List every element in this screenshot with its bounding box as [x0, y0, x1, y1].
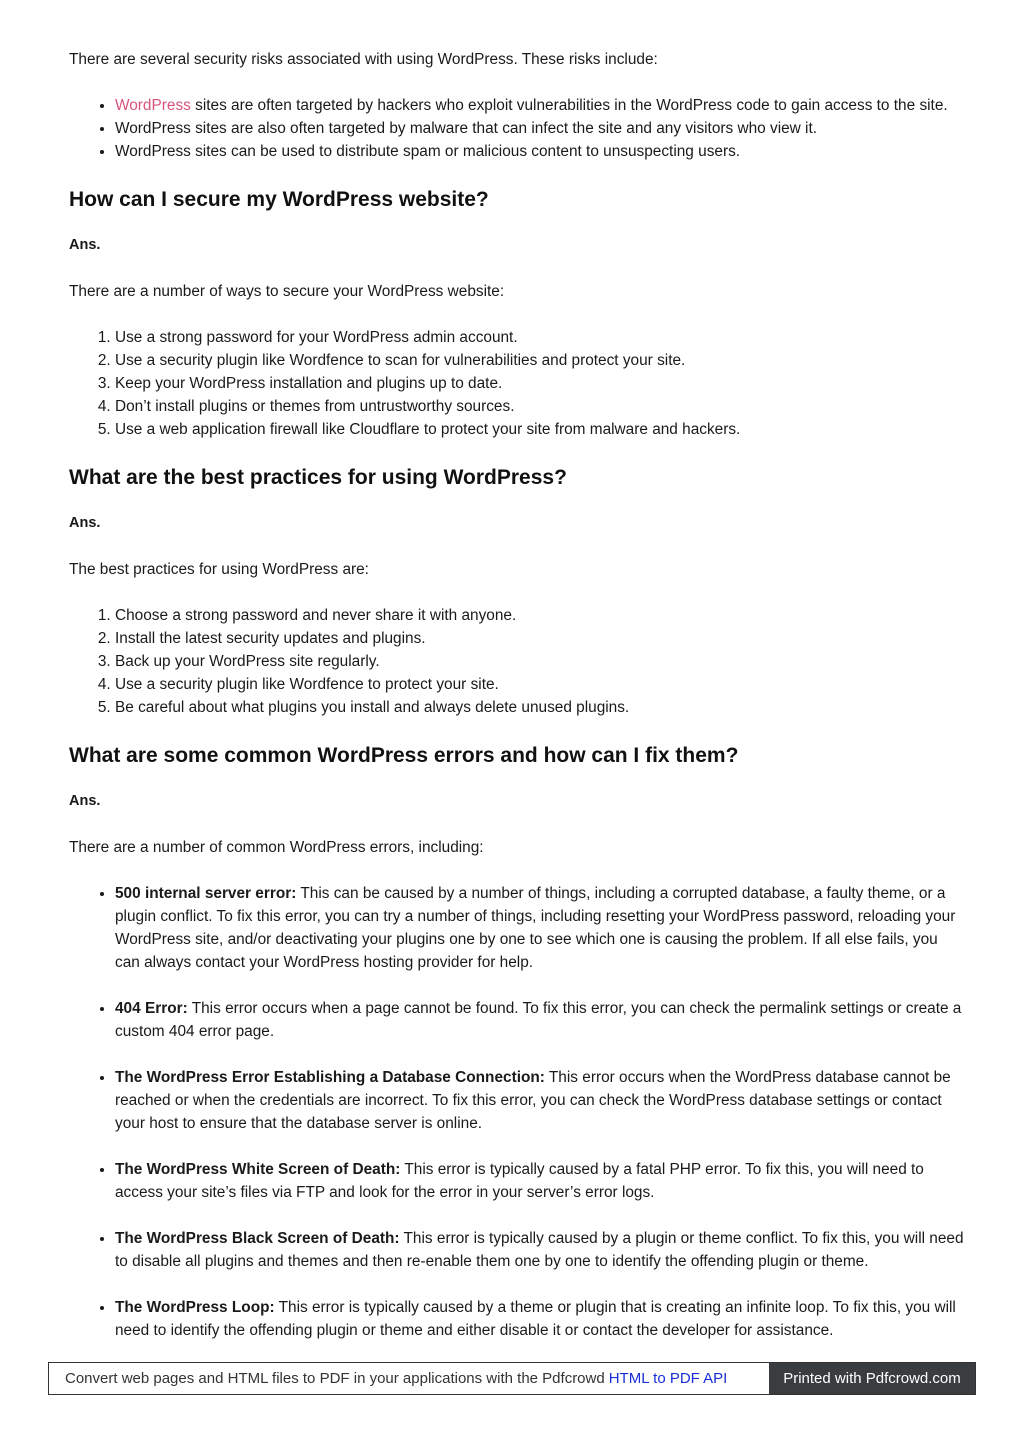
- error-title: The WordPress White Screen of Death:: [115, 1161, 401, 1178]
- section-heading-best-practices: What are the best practices for using WordPress?: [69, 466, 567, 489]
- section-lead: There are a number of ways to secure your WordPress website:: [69, 283, 505, 300]
- list-item: 1. Use a strong password for your WordPress admin account.: [115, 326, 964, 349]
- list-item: • WordPress sites are also often targeted by malware that can infect the site and any visitors who view it.: [115, 117, 964, 140]
- intro-paragraph: There are several security risks associated with using WordPress. These risks include:: [69, 51, 658, 68]
- error-body: This error occurs when a page cannot be found. To fix this error, you can check the permalink settings or create a custom 404 error page.: [115, 1000, 962, 1040]
- list-item: [115, 1227, 964, 1273]
- list-item: 1. Choose a strong password and never share it with anyone.: [115, 604, 964, 627]
- list-item: 3. Keep your WordPress installation and plugins up to date.: [115, 372, 964, 395]
- footer-promo-text: Convert web pages and HTML files to PDF in your applications with the Pdfcrowd: [65, 1370, 605, 1387]
- list-item: • WordPress sites can be used to distribute spam or malicious content to unsuspecting users.: [115, 140, 964, 163]
- wordpress-link[interactable]: WordPress: [115, 97, 191, 114]
- list-item-text: sites are often targeted by hackers who exploit vulnerabilities in the WordPress code to gain access to the site.: [190, 97, 948, 114]
- list-item: [115, 1296, 964, 1342]
- error-title: 404 Error:: [115, 1000, 188, 1017]
- error-title: The WordPress Black Screen of Death:: [115, 1230, 400, 1247]
- list-item: 2. Install the latest security updates and plugins.: [115, 627, 964, 650]
- ans-label: Ans.: [69, 793, 101, 809]
- list-item: [115, 997, 964, 1043]
- document-body: [69, 48, 964, 1342]
- list-item: 3. Back up your WordPress site regularly.: [115, 650, 964, 673]
- section-lead: There are a number of common WordPress errors, including:: [69, 839, 484, 856]
- section-heading-secure: How can I secure my WordPress website?: [69, 188, 489, 211]
- list-item: 4. Use a security plugin like Wordfence to protect your site.: [115, 673, 964, 696]
- list-item: 4. Don’t install plugins or themes from untrustworthy sources.: [115, 395, 964, 418]
- list-item: [115, 1158, 964, 1204]
- secure-steps-list: [69, 326, 964, 441]
- footer-promo: [49, 1363, 769, 1394]
- error-body: This error occurs when the WordPress database cannot be reached or when the credentials are incorrect. To fix this error, you can check the WordPress database settings or contact your host to ensure that the database server is online.: [115, 1069, 951, 1132]
- error-title: 500 internal server error:: [115, 885, 297, 902]
- printed-with-pdfcrowd-link[interactable]: Printed with Pdfcrowd.com: [769, 1363, 975, 1394]
- best-practices-list: [69, 604, 964, 719]
- list-item: 5. Use a web application firewall like Cloudflare to protect your site from malware and hackers.: [115, 418, 964, 441]
- list-item: 5. Be careful about what plugins you install and always delete unused plugins.: [115, 696, 964, 719]
- ans-label: Ans.: [69, 515, 101, 531]
- error-body: This error is typically caused by a theme or plugin that is creating an infinite loop. To fix this, you will need to identify the offending plugin or theme and either disable it or contact the developer for assistance.: [115, 1299, 956, 1339]
- list-item: 2. Use a security plugin like Wordfence to scan for vulnerabilities and protect your site.: [115, 349, 964, 372]
- error-body: This error is typically caused by a plugin or theme conflict. To fix this, you will need to disable all plugins and themes and then re-enable them one by one to identify the offending plugin or theme.: [115, 1230, 964, 1270]
- section-lead: The best practices for using WordPress are:: [69, 561, 369, 578]
- error-title: The WordPress Loop:: [115, 1299, 275, 1316]
- risks-list: [69, 94, 964, 163]
- errors-list: [69, 882, 964, 1342]
- error-body: This error is typically caused by a fatal PHP error. To fix this, you will need to access your site’s files via FTP and look for the error in your server’s error logs.: [115, 1161, 924, 1201]
- pdfcrowd-footer-banner: [48, 1362, 976, 1395]
- error-body: This can be caused by a number of things, including a corrupted database, a faulty theme, or a plugin conflict. To fix this error, you can try a number of things, including resetting your WordPress password, reloading your WordPress site, and/or deactivating your plugins one by one to see which one is causing the problem. If all else fails, you can always contact your WordPress hosting provider for help.: [115, 885, 956, 971]
- html-to-pdf-api-link[interactable]: HTML to PDF API: [608, 1370, 728, 1387]
- list-item: [115, 1066, 964, 1135]
- error-title: The WordPress Error Establishing a Database Connection:: [115, 1069, 545, 1086]
- list-item: [115, 94, 964, 117]
- list-item: [115, 882, 964, 974]
- ans-label: Ans.: [69, 237, 101, 253]
- section-heading-errors: What are some common WordPress errors and how can I fix them?: [69, 744, 739, 767]
